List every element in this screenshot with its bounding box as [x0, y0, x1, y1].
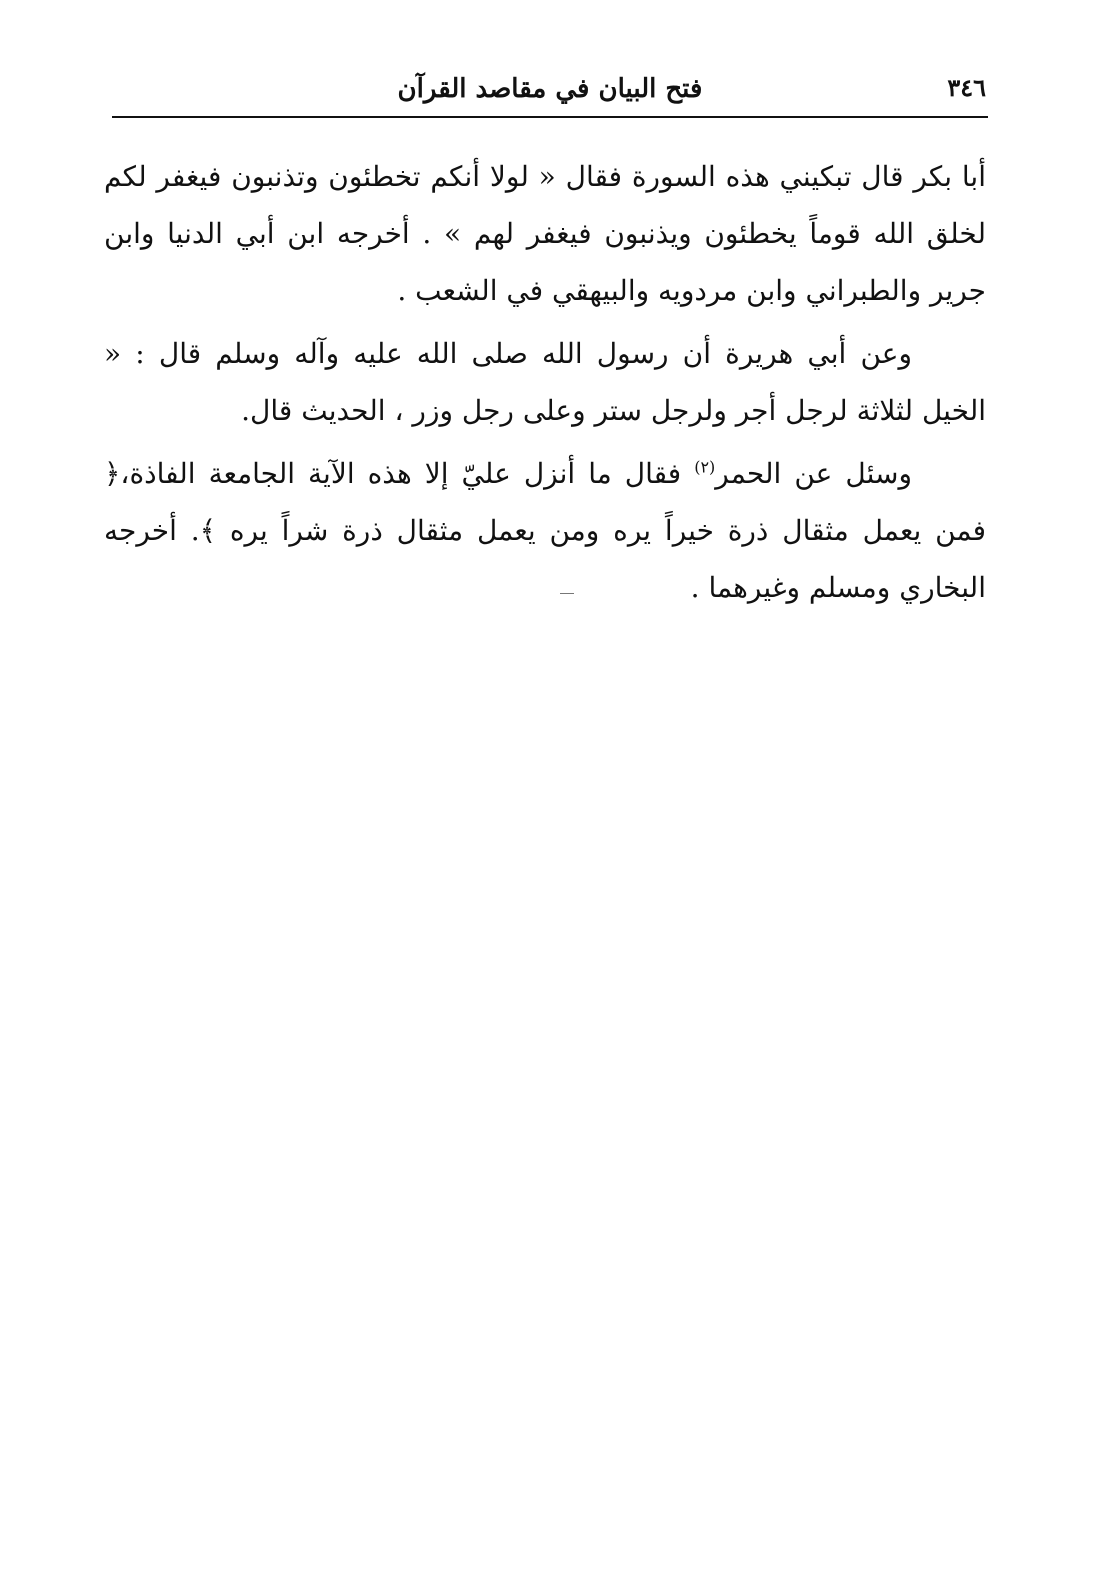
paragraph-three-opening: وسئل عن الحمر — [715, 457, 912, 490]
page-number: ٣٤٦ — [947, 73, 986, 102]
paragraph-two-opening: وعن أبي هريرة أن رسول الله صلى الله عليه وآله وسلم قال : — [135, 337, 912, 370]
paragraph-one — [104, 148, 986, 319]
footnote-reference: (٢) — [694, 457, 716, 477]
paragraph-one-hadith-quote: لولا أنكم تخطئون وتذنبون فيغفر لكم لخلق الله قوماً يخطئون ويذنبون فيغفر لهم — [104, 160, 986, 250]
paragraph-one-separator: . — [409, 217, 432, 250]
paragraph-two — [104, 325, 986, 439]
paragraph-three-source: . أخرجه البخاري ومسلم وغيرهما . — [104, 514, 986, 604]
paragraph-two-ending: الحديث قال. — [241, 394, 386, 427]
page-header — [112, 66, 988, 114]
quran-open-ornament: ﴿ — [104, 457, 121, 490]
paragraph-two-open-quote: « — [104, 337, 122, 370]
header-rule — [112, 116, 988, 118]
quran-verse: فمن يعمل مثقال ذرة خيراً يره ومن يعمل مثقال ذرة شراً يره — [229, 514, 986, 547]
paragraph-three — [104, 445, 986, 616]
quran-close-ornament: ﴾ — [199, 514, 217, 547]
paragraph-one-opening: أبا بكر قال تبكيني هذه السورة فقال — [565, 160, 986, 193]
paragraph-one-close-quote: » — [444, 217, 462, 250]
paragraph-two-hadith-quote: الخيل لثلاثة لرجل أجر ولرجل ستر وعلى رجل وزر ، — [394, 394, 986, 427]
paragraph-one-source: أخرجه ابن أبي الدنيا وابن جرير والطبراني وابن مردويه والبيهقي في الشعب . — [104, 217, 986, 307]
running-title: فتح البيان في مقاصد القرآن — [397, 74, 703, 104]
paragraph-three-question: فقال ما أنزل عليّ إلا هذه الآية الجامعة الفاذة، — [120, 457, 682, 490]
paragraph-one-open-quote: « — [538, 160, 556, 193]
bottom-short-rule — [560, 593, 574, 594]
main-body-text — [104, 148, 986, 622]
